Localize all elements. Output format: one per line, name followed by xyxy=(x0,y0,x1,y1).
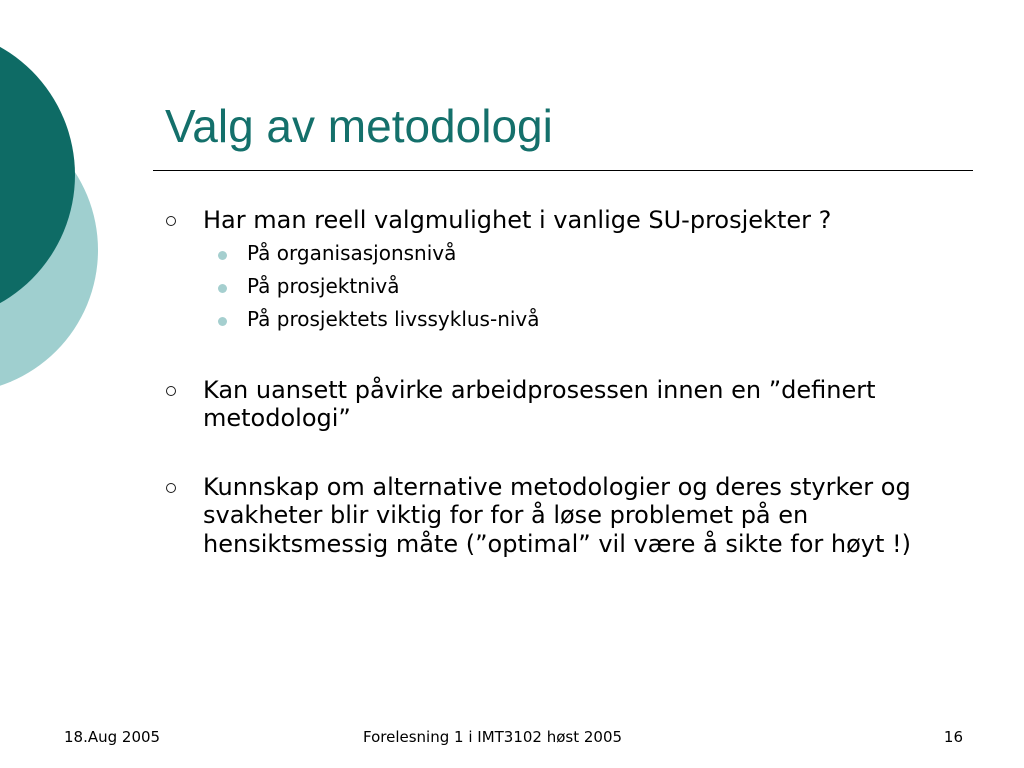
title-divider xyxy=(153,170,973,171)
footer-page-number: 16 xyxy=(943,728,963,746)
filled-dot-bullet-icon xyxy=(218,251,227,260)
bullet-item xyxy=(166,206,966,336)
bullet-text: Kunnskap om alternative metodologier og deres styrker og svakheter blir viktig for for å løse problemet på en hensiktsmessig måte (”optimal” vil være å sikte for høyt !) xyxy=(203,472,911,558)
sub-bullet-text: På organisasjonsnivå xyxy=(247,240,457,265)
filled-dot-bullet-icon xyxy=(218,317,227,326)
decorative-circles xyxy=(0,0,110,400)
sub-bullet-list xyxy=(203,237,966,336)
hollow-circle-bullet-icon xyxy=(166,483,176,493)
hollow-circle-bullet-icon xyxy=(166,216,176,226)
filled-dot-bullet-icon xyxy=(218,284,227,293)
bullet-item xyxy=(166,473,966,559)
sub-bullet-item xyxy=(203,237,966,270)
hollow-circle-bullet-icon xyxy=(166,386,176,396)
bullet-text: Kan uansett påvirke arbeidprosessen innen en ”definert metodologi” xyxy=(203,375,876,432)
bullet-item xyxy=(166,376,966,433)
bullet-text: Har man reell valgmulighet i vanlige SU-prosjekter ? xyxy=(203,206,832,234)
slide-body xyxy=(166,206,966,558)
slide-title: Valg av metodologi xyxy=(165,100,553,152)
sub-bullet-item xyxy=(203,270,966,303)
footer-course: Forelesning 1 i IMT3102 høst 2005 xyxy=(363,728,623,746)
sub-bullet-item xyxy=(203,303,966,336)
sub-bullet-text: På prosjektnivå xyxy=(247,273,400,298)
sub-bullet-text: På prosjektets livssyklus-nivå xyxy=(247,306,540,331)
footer-date: 18.Aug 2005 xyxy=(64,728,161,746)
